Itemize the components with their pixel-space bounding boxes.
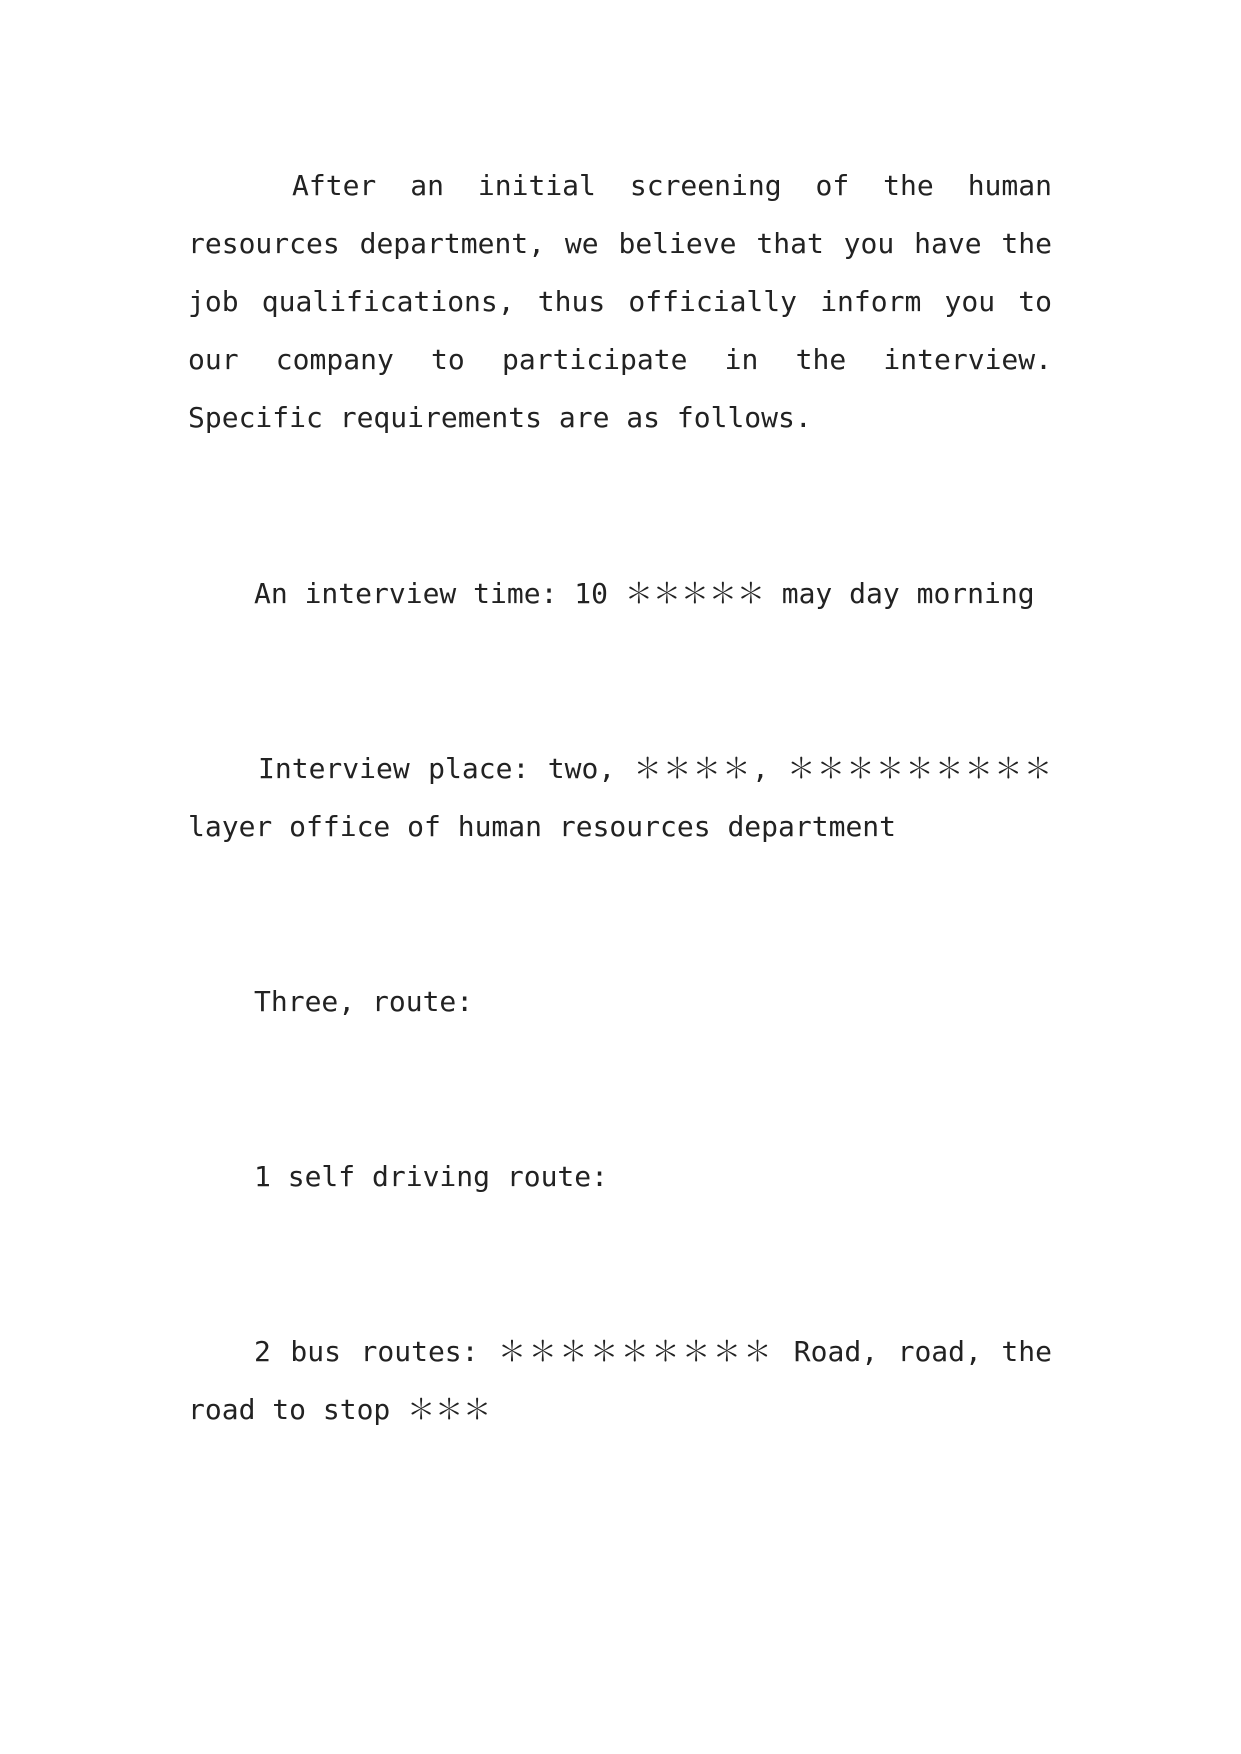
self-driving-route-paragraph: 1 self driving route: [254, 1160, 609, 1193]
bus-routes-paragraph: 2 bus routes: ＊＊＊＊＊＊＊＊＊ Road, road, the road to stop ＊＊＊ [188, 1335, 1052, 1426]
interview-time-paragraph: An interview time: 10 ＊＊＊＊＊ may day morning [254, 577, 1035, 610]
route-heading: Three, route: [254, 985, 474, 1018]
interview-place-paragraph: Interview place: two, ＊＊＊＊, ＊＊＊＊＊＊＊＊＊ layer office of human resources department [188, 752, 1052, 843]
intro-paragraph: After an initial screening of the human resources department, we believe that you have the job qualifications, thus officially inform you to our company to participate in the interview. Specific requirements are as follows. [188, 169, 1052, 434]
